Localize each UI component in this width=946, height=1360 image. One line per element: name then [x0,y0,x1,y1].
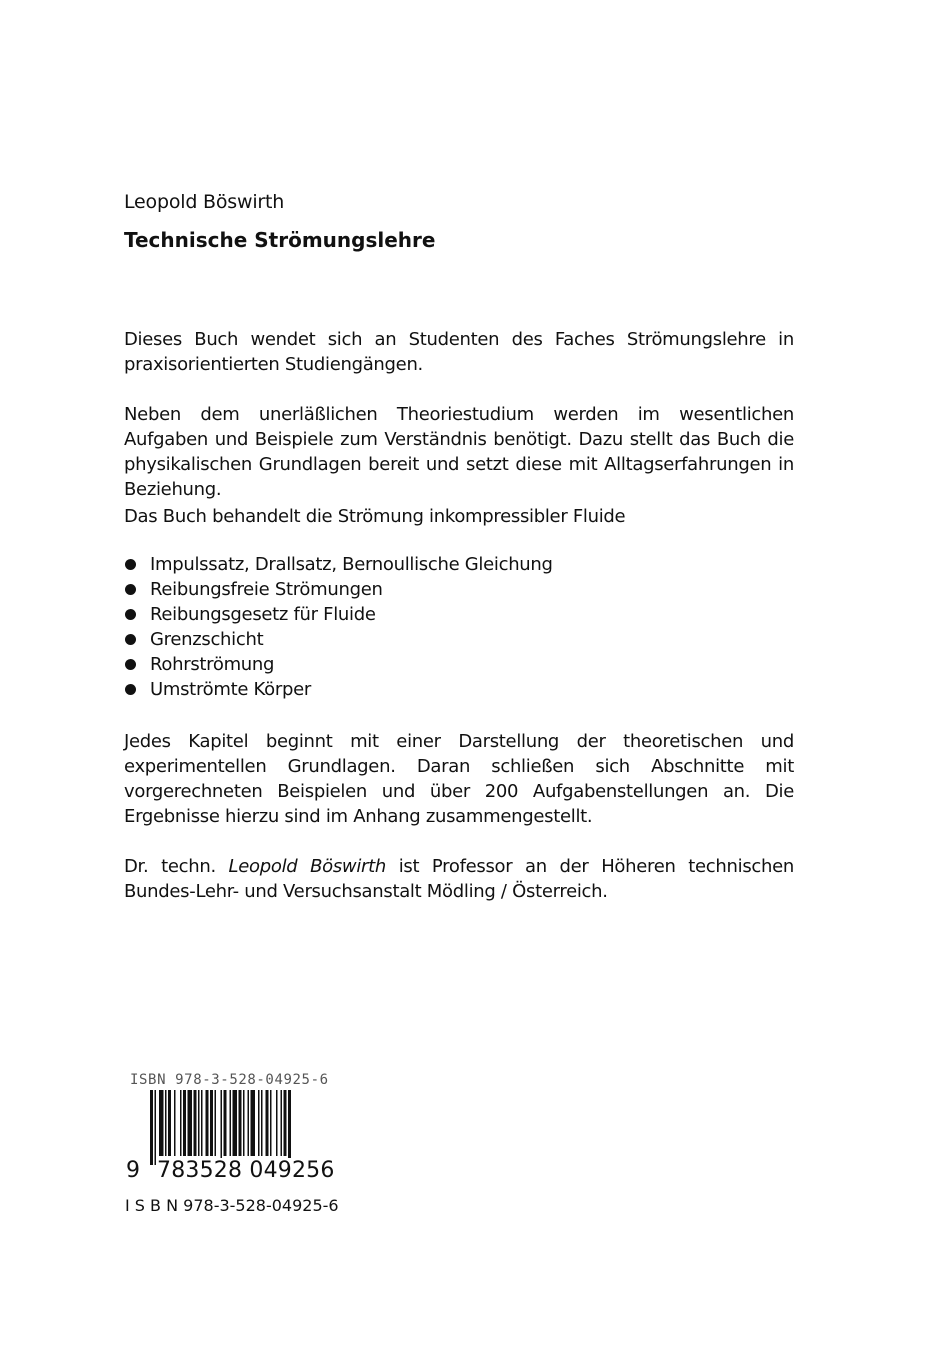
barcode-bar [183,1090,186,1156]
barcode-bar [201,1090,203,1156]
barcode-bar [233,1090,238,1156]
barcode-bar [230,1090,232,1156]
barcode-digit-groups: 783528 049256 [157,1158,335,1183]
barcode-bar [188,1090,193,1156]
barcode-bar [261,1090,263,1156]
topic-label: Grenzschicht [150,629,264,650]
barcode-bar [224,1090,227,1156]
barcode-bar [221,1090,223,1165]
barcode-bar [194,1090,197,1156]
barcode-bar [288,1090,291,1165]
barcode-bar [155,1090,157,1165]
barcode-bar [180,1090,182,1156]
barcode-bar [215,1090,217,1156]
barcode-bar [266,1090,269,1156]
topic-label: Umströmte Körper [150,679,311,700]
barcode-bar [150,1090,153,1165]
topic-label: Impulssatz, Drallsatz, Bernoullische Gleichung [150,554,553,575]
barcode-bar [243,1090,245,1156]
bullet-icon [125,684,136,695]
topic-label: Reibungsfreie Strömungen [150,579,383,600]
bio-author-name: Leopold Böswirth [228,856,387,877]
topics-lead-paragraph: Das Buch behandelt die Strömung inkompressibler Fluide [124,506,626,527]
list-item [124,652,553,677]
barcode-bar [168,1090,171,1156]
bullet-icon [125,559,136,570]
topic-label: Rohrströmung [150,654,275,675]
barcode-bar [159,1090,164,1156]
book-title: Technische Strömungslehre [124,228,436,252]
bio-prefix: Dr. techn. [124,856,229,877]
list-item [124,552,553,577]
author-name: Leopold Böswirth [124,191,285,213]
list-item [124,677,553,702]
author-bio-paragraph [124,854,794,904]
barcode-isbn-label: ISBN 978-3-528-04925-6 [130,1072,329,1088]
chapters-paragraph: Jedes Kapitel beginnt mit einer Darstellung der theoretischen und experimentellen Grundlagen. Daran schließen sich Abschnitte mit vorgerechneten Beispielen und über 200 Aufgabenstellungen an. Die Ergebnisse hierzu sind im Anhang zusammengestellt. [124,731,794,827]
barcode-bar [239,1090,242,1156]
theory-paragraph: Neben dem unerläßlichen Theoriestudium werden im wesentlichen Aufgaben und Beispiele zum Verständnis benötigt. Dazu stellt das Buch die physikalischen Grundlagen bereit und setzt diese mit Alltagserfahrungen in Beziehung. [124,404,794,500]
barcode-bar [174,1090,176,1156]
barcode-lead-digit: 9 [126,1158,141,1183]
barcode-bar [258,1090,260,1156]
barcode-bar [270,1090,272,1156]
barcode-bar [276,1090,278,1156]
barcode-bar [198,1090,200,1156]
topic-label: Reibungsgesetz für Fluide [150,604,376,625]
barcode-bar [165,1090,167,1156]
isbn-text: I S B N 978-3-528-04925-6 [125,1196,339,1215]
bio-suffix: ist Professor an der Höheren technischen Bundes-Lehr- und Versuchsanstalt Mödling / Österreich. [124,856,794,902]
bullet-icon [125,634,136,645]
topic-list [124,552,553,702]
barcode-bar [284,1090,287,1156]
intro-paragraph: Dieses Buch wendet sich an Studenten des Faches Strömungslehre in praxisorientierten Studiengängen. [124,329,794,375]
barcode-bar [251,1090,256,1156]
bullet-icon [125,609,136,620]
barcode-image [150,1090,340,1165]
barcode-bar [248,1090,250,1156]
list-item [124,602,553,627]
list-item [124,577,553,602]
barcode-bar [210,1090,213,1156]
list-item [124,627,553,652]
bullet-icon [125,584,136,595]
bullet-icon [125,659,136,670]
barcode-bar [281,1090,283,1156]
barcode-bar [206,1090,209,1156]
